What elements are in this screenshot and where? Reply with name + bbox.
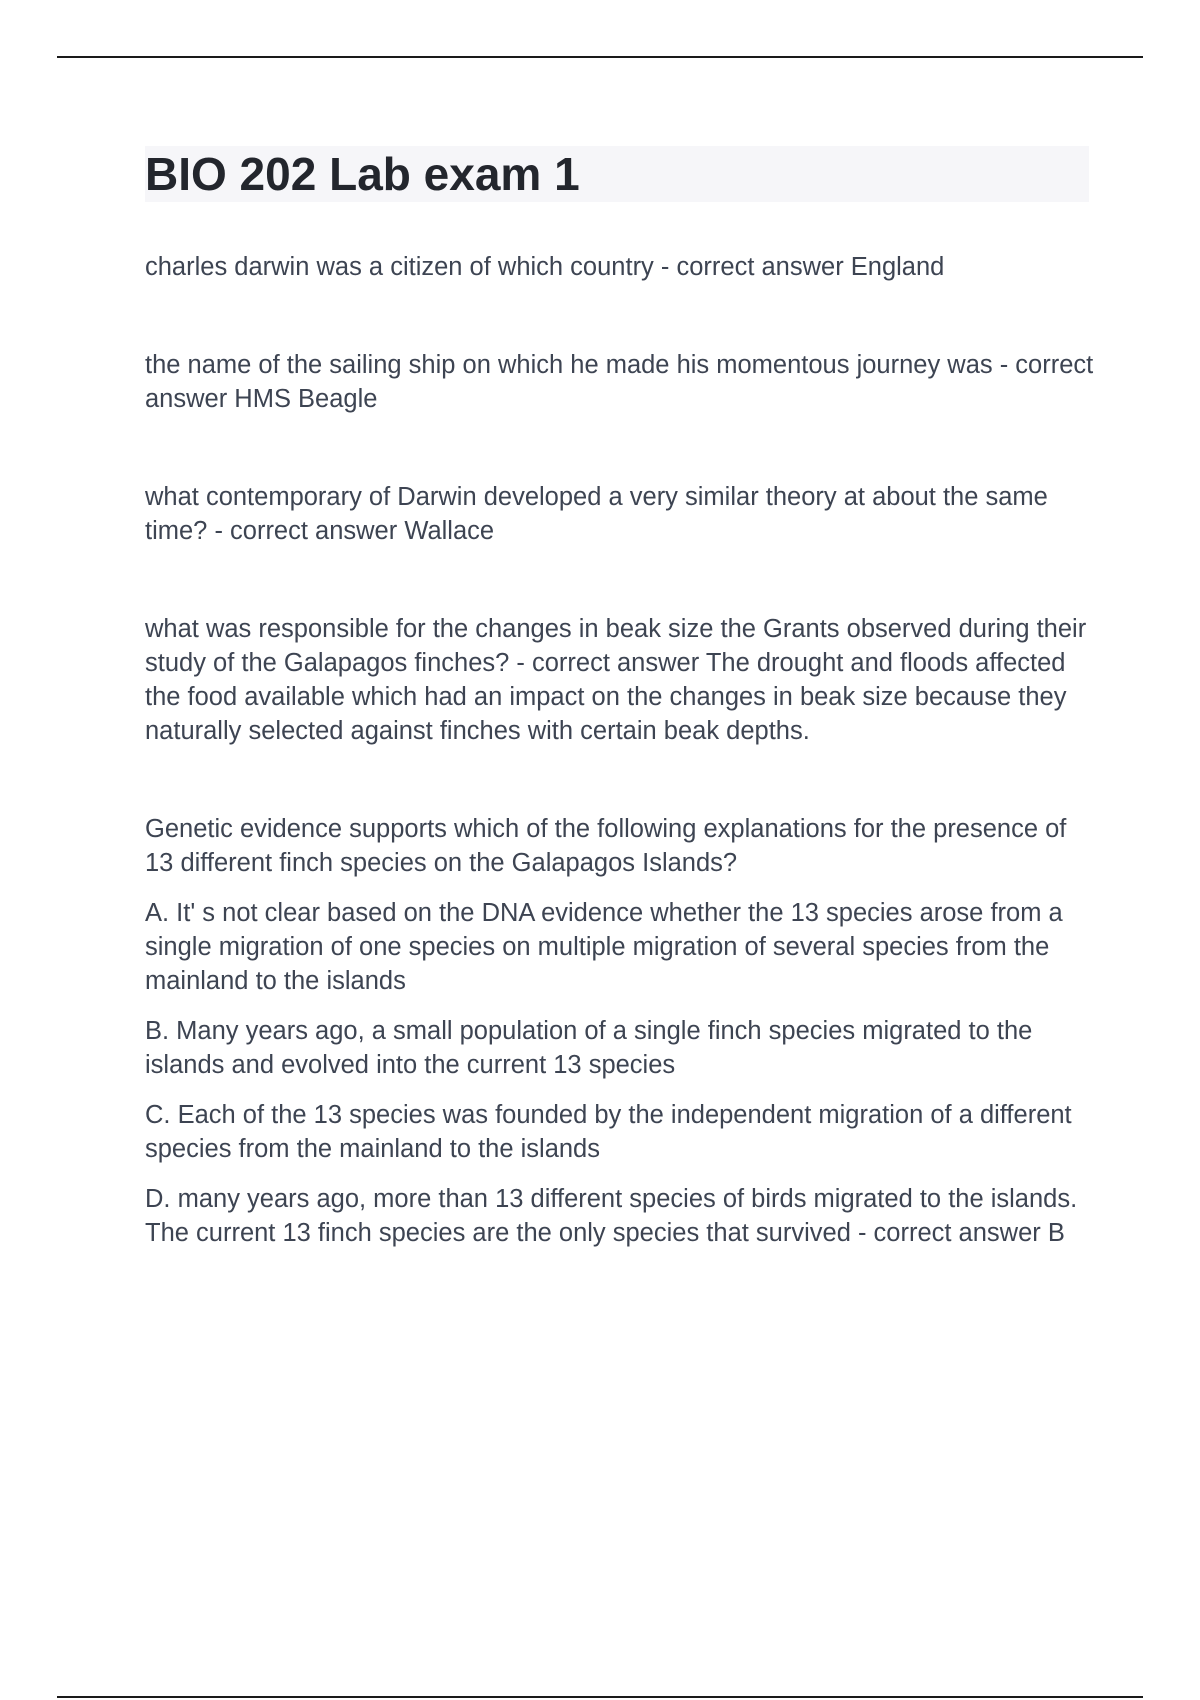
question-4-text: what was responsible for the changes in beak size the Grants observed during their study of the Galapagos finches? - correct answer The drought and floods affected the food available which had an impact on the changes in beak size because they naturally selected against finches with certain beak depths.	[145, 615, 1087, 745]
question-5	[145, 812, 1095, 1250]
question-1-text: charles darwin was a citizen of which country - correct answer England	[145, 253, 945, 281]
question-2-text: the name of the sailing ship on which he made his momentous journey was - correct answer HMS Beagle	[145, 351, 1094, 413]
document-title: BIO 202 Lab exam 1	[145, 148, 580, 200]
question-3	[145, 480, 1095, 548]
option-b: B. Many years ago, a small population of a single finch species migrated to the islands and evolved into the current 13 species	[145, 1017, 1033, 1079]
question-4	[145, 612, 1095, 748]
option-c: C. Each of the 13 species was founded by the independent migration of a different species from the mainland to the islands	[145, 1101, 1072, 1163]
bottom-rule	[57, 1696, 1143, 1698]
question-1	[145, 250, 1095, 284]
document-body	[145, 250, 1095, 1250]
question-2	[145, 348, 1095, 416]
option-a: A. It' s not clear based on the DNA evidence whether the 13 species arose from a single migration of one species on multiple migration of several species from the mainland to the islands	[145, 899, 1063, 995]
top-rule	[57, 56, 1143, 58]
option-d: D. many years ago, more than 13 different species of birds migrated to the islands. The current 13 finch species are the only species that survived - correct answer B	[145, 1185, 1078, 1247]
question-3-text: what contemporary of Darwin developed a very similar theory at about the same time? - correct answer Wallace	[145, 483, 1048, 545]
question-5-text: Genetic evidence supports which of the following explanations for the presence of 13 different finch species on the Galapagos Islands?	[145, 815, 1067, 877]
